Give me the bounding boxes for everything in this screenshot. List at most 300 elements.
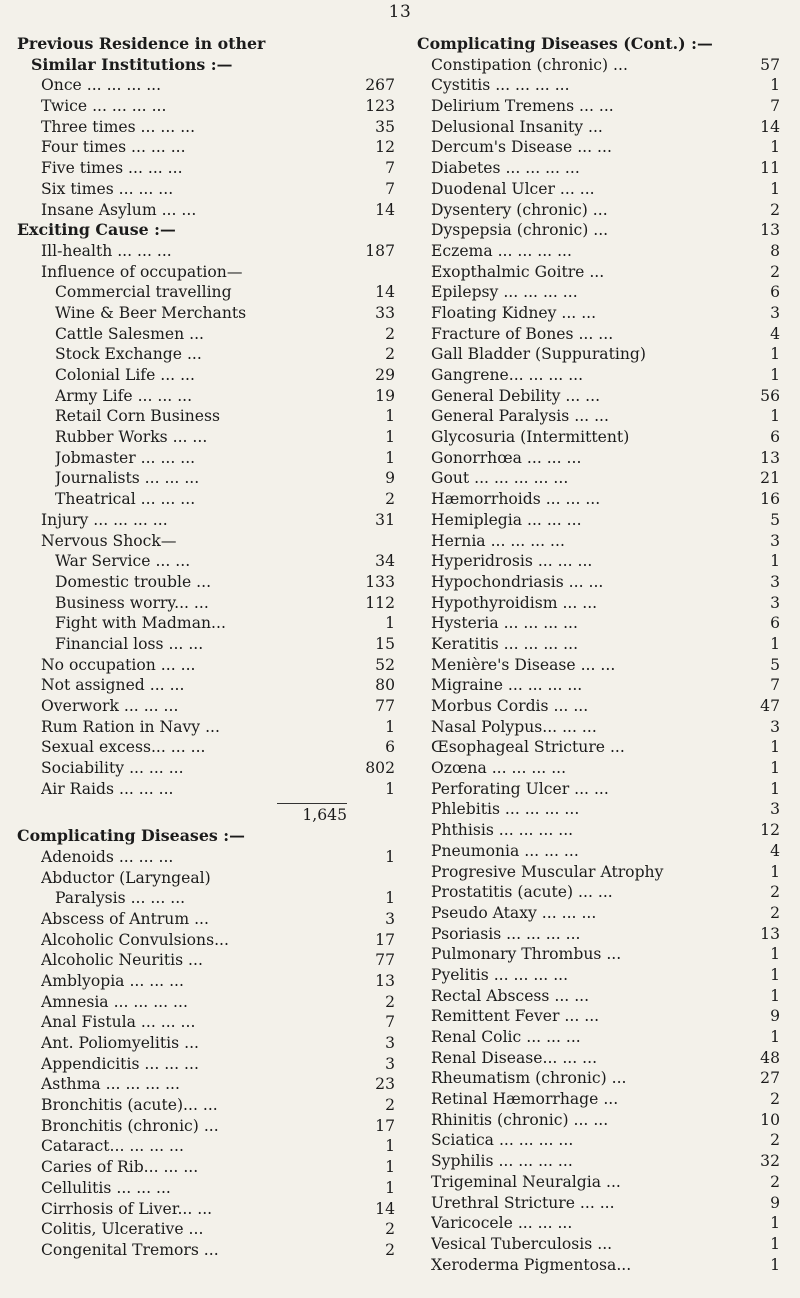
list-item xyxy=(417,1234,780,1255)
list-item xyxy=(417,1130,780,1151)
list-item xyxy=(17,96,395,117)
list-item xyxy=(417,675,780,696)
item-name: Journalists ... ... ... xyxy=(55,469,200,488)
item-name: Fight with Madman... xyxy=(55,614,226,633)
item-count: 3 xyxy=(770,572,780,591)
item-name: Hemiplegia ... ... ... xyxy=(431,510,582,529)
item-count: 14 xyxy=(375,1199,395,1218)
list-item xyxy=(17,365,395,386)
list-item xyxy=(417,427,780,448)
list-item xyxy=(17,282,395,303)
list-item xyxy=(17,593,395,614)
item-count: 19 xyxy=(375,386,395,405)
list-item xyxy=(17,737,395,758)
item-name: Hysteria ... ... ... ... xyxy=(431,614,578,633)
complicating-list-cont xyxy=(417,55,780,1276)
item-count: 2 xyxy=(385,1096,395,1115)
list-item xyxy=(17,303,395,324)
total-value: 1,645 xyxy=(302,806,347,825)
item-count: 2 xyxy=(385,490,395,509)
item-name: Retinal Hæmorrhage ... xyxy=(431,1090,619,1109)
item-name: Varicocele ... ... ... xyxy=(431,1214,573,1233)
list-item xyxy=(17,992,395,1013)
list-item xyxy=(417,1193,780,1214)
left-column xyxy=(17,34,395,1261)
list-item xyxy=(17,1116,395,1137)
item-count: 3 xyxy=(385,1054,395,1073)
item-name: Psoriasis ... ... ... ... xyxy=(431,924,581,943)
item-count: 1 xyxy=(385,1178,395,1197)
item-count: 9 xyxy=(770,1193,780,1212)
item-count: 1 xyxy=(385,847,395,866)
item-name: Xeroderma Pigmentosa... xyxy=(431,1255,632,1274)
list-item xyxy=(417,489,780,510)
item-name: Gall Bladder (Suppurating) xyxy=(431,345,646,364)
list-item xyxy=(17,1054,395,1075)
item-count: 3 xyxy=(770,531,780,550)
item-name: Hypochondriasis ... ... xyxy=(431,572,604,591)
list-item xyxy=(17,1178,395,1199)
item-count: 2 xyxy=(385,1220,395,1239)
list-item xyxy=(17,1157,395,1178)
list-item xyxy=(17,137,395,158)
item-name: Phlebitis ... ... ... ... xyxy=(431,800,580,819)
item-count: 35 xyxy=(375,117,395,136)
item-count: 4 xyxy=(770,841,780,860)
previous-residence-heading: Previous Residence in other xyxy=(17,34,266,53)
item-name: War Service ... ... xyxy=(55,552,191,571)
item-name: Cystitis ... ... ... ... xyxy=(431,76,570,95)
list-item xyxy=(17,1033,395,1054)
item-count: 1 xyxy=(385,614,395,633)
list-item xyxy=(17,868,395,889)
item-count: 1 xyxy=(770,179,780,198)
item-count: 15 xyxy=(375,634,395,653)
item-name: Abscess of Antrum ... xyxy=(41,909,209,928)
item-name: Asthma ... ... ... ... xyxy=(41,1075,180,1094)
exciting-cause-heading: Exciting Cause :— xyxy=(17,220,176,240)
item-count: 2 xyxy=(770,1131,780,1150)
list-item xyxy=(417,882,780,903)
item-name: Dysentery (chronic) ... xyxy=(431,200,608,219)
list-item xyxy=(417,303,780,324)
item-name: Amnesia ... ... ... ... xyxy=(41,992,188,1011)
list-item xyxy=(417,200,780,221)
list-item xyxy=(17,75,395,96)
item-count: 56 xyxy=(760,386,780,405)
list-item xyxy=(17,1240,395,1261)
item-count: 2 xyxy=(385,992,395,1011)
item-name: Injury ... ... ... ... xyxy=(41,510,168,529)
item-count: 1 xyxy=(770,738,780,757)
complicating-diseases-heading: Complicating Diseases :— xyxy=(17,826,245,846)
item-name: Ant. Poliomyelitis ... xyxy=(41,1034,199,1052)
item-name: Bronchitis (acute)... ... xyxy=(41,1096,218,1115)
list-item xyxy=(417,510,780,531)
item-count: 1 xyxy=(770,76,780,95)
item-name: Morbus Cordis ... ... xyxy=(431,697,589,715)
list-item xyxy=(417,551,780,572)
item-name: Rhinitis (chronic) ... ... xyxy=(431,1110,609,1129)
item-count: 6 xyxy=(770,614,780,633)
list-item xyxy=(17,324,395,345)
item-count: 13 xyxy=(760,448,780,467)
list-item xyxy=(17,551,395,572)
list-item xyxy=(417,96,780,117)
item-count: 14 xyxy=(375,283,395,302)
item-count: 1 xyxy=(770,1234,780,1253)
item-name: Œsophageal Stricture ... xyxy=(431,738,625,757)
item-count: 52 xyxy=(375,655,395,674)
item-name: Commercial travelling xyxy=(55,283,232,302)
list-item xyxy=(417,1151,780,1172)
item-count: 77 xyxy=(375,697,395,715)
list-item xyxy=(417,1089,780,1110)
list-item xyxy=(17,468,395,489)
item-count: 1 xyxy=(385,428,395,447)
list-item xyxy=(17,427,395,448)
item-name: Overwork ... ... ... xyxy=(41,697,179,715)
item-count: 1 xyxy=(770,779,780,798)
list-item xyxy=(17,888,395,909)
item-count: 802 xyxy=(365,759,395,778)
item-count: 2 xyxy=(770,200,780,219)
item-count: 7 xyxy=(770,97,780,116)
item-name: Pyelitis ... ... ... ... xyxy=(431,965,569,984)
item-count: 1 xyxy=(770,634,780,653)
list-item xyxy=(17,386,395,407)
item-count: 6 xyxy=(770,283,780,302)
item-count: 17 xyxy=(375,1116,395,1135)
item-name: Gonorrhœa ... ... ... xyxy=(431,448,582,467)
item-count: 2 xyxy=(385,345,395,364)
item-name: Glycosuria (Intermittent) xyxy=(431,428,630,447)
item-count: 6 xyxy=(770,428,780,447)
list-item xyxy=(417,365,780,386)
item-count: 27 xyxy=(760,1069,780,1088)
item-name: Caries of Rib... ... ... xyxy=(41,1158,199,1177)
item-count: 12 xyxy=(375,138,395,157)
item-count: 34 xyxy=(375,552,395,571)
item-name: Amblyopia ... ... ... xyxy=(41,971,184,990)
list-item xyxy=(417,903,780,924)
list-item xyxy=(417,1048,780,1069)
item-count: 1 xyxy=(770,965,780,984)
list-item xyxy=(417,1068,780,1089)
item-name: Air Raids ... ... ... xyxy=(41,779,174,798)
list-item xyxy=(17,344,395,365)
item-count: 4 xyxy=(770,324,780,343)
list-item xyxy=(17,847,395,868)
item-count: 1 xyxy=(385,1137,395,1156)
list-item xyxy=(417,965,780,986)
item-name: Army Life ... ... ... xyxy=(55,386,193,405)
item-name: Sexual excess... ... ... xyxy=(41,738,206,757)
list-item xyxy=(17,406,395,427)
list-item xyxy=(417,179,780,200)
complicating-list-b xyxy=(17,909,395,1261)
list-item xyxy=(417,758,780,779)
item-name: Adenoids ... ... ... xyxy=(41,847,174,866)
list-item xyxy=(17,158,395,179)
list-item xyxy=(17,489,395,510)
list-item xyxy=(17,675,395,696)
item-name: Theatrical ... ... ... xyxy=(55,490,196,509)
list-item xyxy=(17,1199,395,1220)
item-count: 1 xyxy=(770,552,780,571)
item-name: Hernia ... ... ... ... xyxy=(431,531,565,550)
item-name: Rum Ration in Navy ... xyxy=(41,717,220,736)
list-item xyxy=(17,758,395,779)
item-count: 1 xyxy=(770,1028,780,1046)
other-causes-list xyxy=(17,655,395,800)
item-name: Diabetes ... ... ... ... xyxy=(431,159,580,178)
item-count: 112 xyxy=(365,593,395,612)
item-name: Stock Exchange ... xyxy=(55,345,202,364)
list-item xyxy=(417,1027,780,1048)
item-count: 1 xyxy=(770,759,780,778)
item-name: Hæmorrhoids ... ... ... xyxy=(431,490,601,509)
item-name: Bronchitis (chronic) ... xyxy=(41,1116,219,1135)
item-name: Cellulitis ... ... ... xyxy=(41,1178,171,1197)
list-item xyxy=(417,1172,780,1193)
list-item xyxy=(417,158,780,179)
item-count: 2 xyxy=(770,262,780,281)
item-count: 1 xyxy=(385,779,395,798)
list-item xyxy=(417,634,780,655)
list-item xyxy=(17,241,395,262)
item-count: 1 xyxy=(385,717,395,736)
list-item xyxy=(417,406,780,427)
list-item xyxy=(417,324,780,345)
list-item xyxy=(17,613,395,634)
list-item xyxy=(17,634,395,655)
list-item xyxy=(417,262,780,283)
list-item xyxy=(417,282,780,303)
list-item xyxy=(17,655,395,676)
list-item xyxy=(417,779,780,800)
item-name: Urethral Stricture ... ... xyxy=(431,1193,615,1212)
list-item xyxy=(417,1006,780,1027)
list-item xyxy=(417,820,780,841)
list-item xyxy=(17,1136,395,1157)
list-item xyxy=(417,468,780,489)
complicating-diseases-cont-heading: Complicating Diseases (Cont.) :— xyxy=(417,34,713,53)
item-name: Gangrene... ... ... ... xyxy=(431,366,584,384)
item-name: Delirium Tremens ... ... xyxy=(431,97,614,116)
item-count: 33 xyxy=(375,303,395,322)
occupation-heading: Influence of occupation— xyxy=(41,262,243,281)
item-name: Ozœna ... ... ... ... xyxy=(431,759,567,778)
item-name: Anal Fistula ... ... ... xyxy=(41,1013,196,1032)
item-name: Gout ... ... ... ... ... xyxy=(431,469,569,488)
item-name: Exopthalmic Goitre ... xyxy=(431,262,605,281)
item-count: 1 xyxy=(385,1158,395,1177)
item-count: 11 xyxy=(760,159,780,178)
list-item xyxy=(417,344,780,365)
item-name: Cirrhosis of Liver... ... xyxy=(41,1199,213,1218)
list-item xyxy=(417,572,780,593)
item-count: 8 xyxy=(770,241,780,260)
item-name: Paralysis ... ... ... xyxy=(55,889,186,908)
item-name: Three times ... ... ... xyxy=(41,117,196,136)
item-name: Vesical Tuberculosis ... xyxy=(431,1234,613,1253)
item-name: Syphilis ... ... ... ... xyxy=(431,1152,573,1171)
item-count: 10 xyxy=(760,1110,780,1129)
item-count: 16 xyxy=(760,490,780,509)
item-name: Cattle Salesmen ... xyxy=(55,324,205,343)
item-name: Phthisis ... ... ... ... xyxy=(431,821,574,840)
item-count: 1 xyxy=(770,945,780,964)
list-item xyxy=(17,1095,395,1116)
item-name: Perforating Ulcer ... ... xyxy=(431,779,609,798)
item-name: Migraine ... ... ... ... xyxy=(431,676,583,695)
item-count: 187 xyxy=(365,241,395,260)
item-count: 3 xyxy=(770,303,780,322)
item-count: 123 xyxy=(365,97,395,116)
item-count: 32 xyxy=(760,1152,780,1171)
item-count: 7 xyxy=(385,1013,395,1032)
item-name: Floating Kidney ... ... xyxy=(431,303,597,322)
item-name: Rheumatism (chronic) ... xyxy=(431,1069,627,1088)
list-item xyxy=(417,799,780,820)
item-count: 5 xyxy=(770,655,780,674)
list-item xyxy=(417,117,780,138)
item-name: Dyspepsia (chronic) ... xyxy=(431,221,609,240)
item-name: Jobmaster ... ... ... xyxy=(55,448,196,467)
item-count: 1 xyxy=(770,1255,780,1274)
item-count: 9 xyxy=(385,469,395,488)
item-count: 3 xyxy=(770,800,780,819)
list-item xyxy=(417,55,780,76)
item-name: No occupation ... ... xyxy=(41,655,196,674)
list-item xyxy=(417,75,780,96)
occupation-list xyxy=(17,282,395,510)
list-item xyxy=(17,510,395,531)
item-count: 1 xyxy=(385,889,395,908)
item-count: 133 xyxy=(365,572,395,591)
item-name: Wine & Beer Merchants xyxy=(55,303,247,322)
item-name: Pseudo Ataxy ... ... ... xyxy=(431,903,597,922)
list-item xyxy=(417,448,780,469)
list-item xyxy=(417,841,780,862)
item-name: Renal Disease... ... ... xyxy=(431,1048,598,1067)
item-name: Alcoholic Convulsions... xyxy=(41,930,229,949)
item-count: 3 xyxy=(770,593,780,612)
item-count: 21 xyxy=(760,469,780,488)
item-name: Menière's Disease ... ... xyxy=(431,655,616,674)
list-item xyxy=(17,779,395,800)
item-count: 2 xyxy=(385,324,395,343)
item-count: 31 xyxy=(375,510,395,529)
item-count: 6 xyxy=(385,738,395,757)
item-name: Duodenal Ulcer ... ... xyxy=(431,179,595,198)
item-count: 1 xyxy=(770,138,780,157)
item-name: Appendicitis ... ... ... xyxy=(41,1054,199,1073)
list-item xyxy=(17,448,395,469)
item-count: 3 xyxy=(385,1034,395,1052)
item-name: Twice ... ... ... ... xyxy=(41,97,167,116)
list-item xyxy=(417,944,780,965)
nervous-shock-list xyxy=(17,551,395,654)
item-name: Renal Colic ... ... ... xyxy=(431,1028,581,1046)
total-rule xyxy=(277,803,347,804)
list-item xyxy=(417,1255,780,1276)
item-name: Cataract... ... ... ... xyxy=(41,1137,184,1156)
item-count: 2 xyxy=(770,903,780,922)
item-count: 80 xyxy=(375,676,395,695)
item-count: 2 xyxy=(770,1172,780,1191)
list-item xyxy=(417,1213,780,1234)
item-name: General Paralysis ... ... xyxy=(431,407,609,426)
list-item xyxy=(17,950,395,971)
item-name: Colonial Life ... ... xyxy=(55,366,195,384)
item-name: Colitis, Ulcerative ... xyxy=(41,1220,204,1239)
item-name: Keratitis ... ... ... ... xyxy=(431,634,579,653)
item-count: 1 xyxy=(770,862,780,881)
item-count: 13 xyxy=(760,221,780,240)
item-count: 3 xyxy=(770,717,780,736)
item-name: Rubber Works ... ... xyxy=(55,428,208,447)
item-name: Prostatitis (acute) ... ... xyxy=(431,883,613,902)
list-item xyxy=(417,655,780,676)
list-item xyxy=(17,909,395,930)
list-item xyxy=(17,179,395,200)
right-column xyxy=(417,34,780,1275)
page-number: 13 xyxy=(388,2,412,22)
item-name: Ill-health ... ... ... xyxy=(41,241,172,260)
item-name: Sociability ... ... ... xyxy=(41,759,184,778)
item-name: Pulmonary Thrombus ... xyxy=(431,945,622,964)
item-name: Alcoholic Neuritis ... xyxy=(41,951,203,970)
item-name: Rectal Abscess ... ... xyxy=(431,986,590,1005)
list-item xyxy=(17,117,395,138)
item-name: Epilepsy ... ... ... ... xyxy=(431,283,578,302)
item-count: 2 xyxy=(770,883,780,902)
item-count: 13 xyxy=(760,924,780,943)
item-count: 57 xyxy=(760,55,780,74)
item-name: Eczema ... ... ... ... xyxy=(431,241,572,260)
nervous-shock-heading: Nervous Shock— xyxy=(41,531,177,550)
item-name: Hypothyroidism ... ... xyxy=(431,593,598,612)
item-count: 23 xyxy=(375,1075,395,1094)
list-item xyxy=(417,386,780,407)
item-name: Fracture of Bones ... ... xyxy=(431,324,614,343)
list-item xyxy=(417,531,780,552)
item-count: 2 xyxy=(385,1240,395,1259)
item-name: Pneumonia ... ... ... xyxy=(431,841,579,860)
complicating-list-a xyxy=(17,847,395,888)
item-count: 1 xyxy=(385,448,395,467)
item-name: Nasal Polypus... ... ... xyxy=(431,717,597,736)
item-count: 267 xyxy=(365,76,395,95)
list-item xyxy=(17,200,395,221)
item-name: Congenital Tremors ... xyxy=(41,1240,219,1259)
item-name: Remittent Fever ... ... xyxy=(431,1007,600,1026)
item-count: 47 xyxy=(760,697,780,715)
item-count: 7 xyxy=(385,179,395,198)
item-name: Once ... ... ... ... xyxy=(41,76,162,95)
item-name: Financial loss ... ... xyxy=(55,634,204,653)
list-item xyxy=(17,717,395,738)
item-count: 29 xyxy=(375,366,395,384)
list-item xyxy=(417,137,780,158)
item-count: 13 xyxy=(375,971,395,990)
item-count: 7 xyxy=(385,159,395,178)
list-item xyxy=(417,613,780,634)
item-count: 12 xyxy=(760,821,780,840)
item-name: Abductor (Laryngeal) xyxy=(41,868,211,887)
